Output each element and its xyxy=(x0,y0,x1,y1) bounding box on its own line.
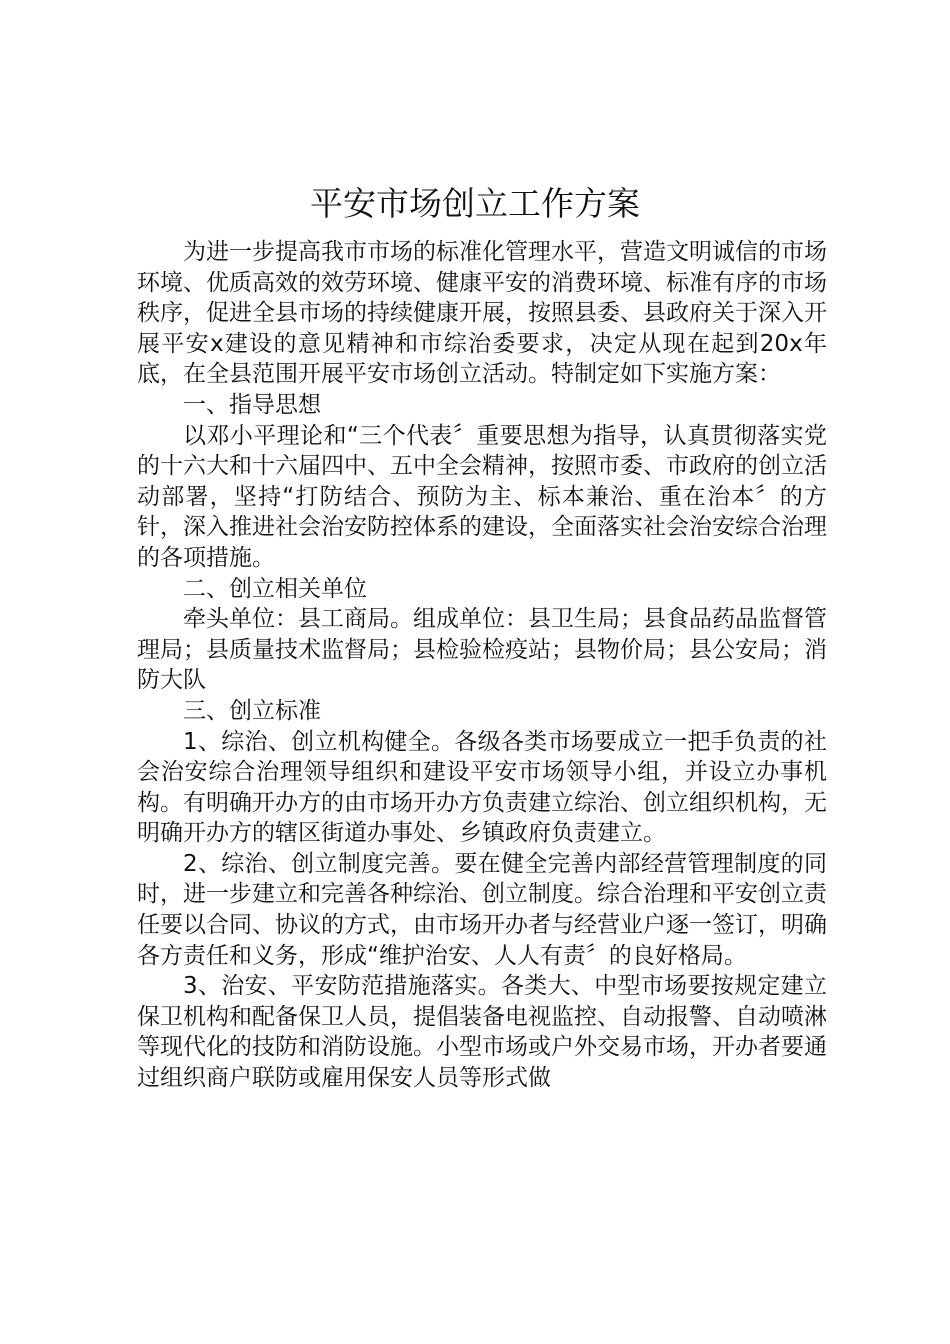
document-title: 平安市场创立工作方案 xyxy=(310,184,640,223)
standard-item-2: 2、综治、创立制度完善。要在健全完善内部经营管理制度的同时，进一步建立和完善各种综治、创立制度。综合治理和平安创立责任要以合同、协议的方式，由市场开办者与经营业户逐一签订，明确各方责任和义务，形成“维护治安、人人有责〞的良好格局。 xyxy=(137,850,827,969)
standard-item-3: 3、治安、平安防范措施落实。各类大、中型市场要按规定建立保卫机构和配备保卫人员，提倡装备电视监控、自动报警、自动喷淋等现代化的技防和消防设施。小型市场或户外交易市场，开办者要通过组织商户联防或雇用保安人员等形式做 xyxy=(137,973,827,1092)
guiding-ideology-paragraph: 以邓小平理论和“三个代表〞重要思想为指导，认真贯彻落实党的十六大和十六届四中、五中全会精神，按照市委、市政府的创立活动部署，坚持“打防结合、预防为主、标本兼治、重在治本〞的方针，深入推进社会治安防控体系的建设，全面落实社会治安综合治理的各项措施。 xyxy=(137,422,827,571)
document-body xyxy=(137,237,827,1094)
section-heading-units: 二、创立相关单位 xyxy=(183,575,367,602)
standard-item-1: 1、综治、创立机构健全。各级各类市场要成立一把手负责的社会治安综合治理领导组织和建设平安市场领导小组，并设立办事机构。有明确开办方的由市场开办方负责建立综治、创立组织机构，无明确开办方的辖区街道办事处、乡镇政府负责建立。 xyxy=(137,728,827,847)
units-paragraph: 牵头单位：县工商局。组成单位：县卫生局；县食品药品监督管理局；县质量技术监督局；县检验检疫站；县物价局；县公安局；消防大队 xyxy=(137,606,827,694)
section-heading-standards: 三、创立标准 xyxy=(183,697,321,724)
intro-paragraph: 为进一步提高我市市场的标准化管理水平，营造文明诚信的市场环境、优质高效的效劳环境、健康平安的消费环境、标准有序的市场秩序，促进全县市场的持续健康开展，按照县委、县政府关于深入开展平安x建设的意见精神和市综治委要求，决定从现在起到20x年底，在全县范围开展平安市场创立活动。特制定如下实施方案： xyxy=(137,239,827,388)
section-heading-guiding-ideology: 一、指导思想 xyxy=(183,391,321,418)
